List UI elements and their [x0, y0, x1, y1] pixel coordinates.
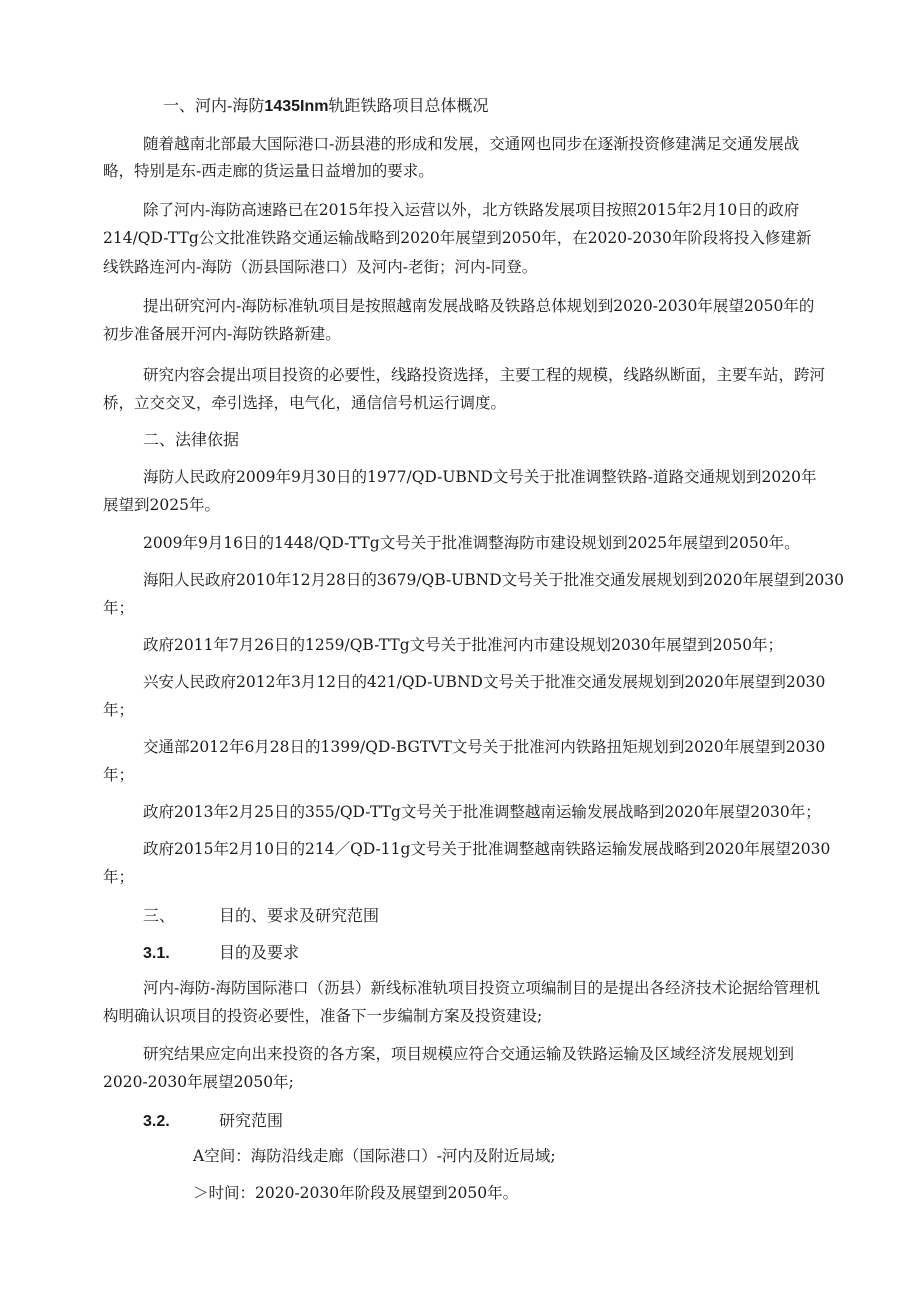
section1-heading-bold: 1435Inm [264, 98, 329, 115]
section31-number: 3.1. [143, 945, 170, 962]
section3-heading [143, 905, 379, 927]
section1-p3-line1: 提出研究河内-海防标准轨项目是按照越南发展战略及铁路总体规划到2020-2030年展望2050年的 [143, 297, 815, 315]
section1-p2-line1: 除了河内-海防高速路已在2015年投入运营以外，北方铁路发展项目按照2015年2月10日的政府 [143, 201, 800, 219]
section31-p1-line1: 河内-海防-海防国际港口（沥县）新线标准轨项目投资立项编制目的是提出各经济技术论据给管理机 [143, 979, 820, 997]
legal-item-3-line2: 年； [103, 599, 135, 617]
section3-heading-text: 目的、要求及研究范围 [219, 906, 380, 925]
legal-item-3-line1: 海阳人民政府2010年12月28日的3679/QB-UBND文号关于批准交通发展规划到2020年展望到2030 [143, 571, 845, 589]
section1-p1-line2: 略，特别是东-西走廊的货运量日益增加的要求。 [103, 162, 434, 180]
section2-heading: 二、法律依据 [143, 430, 240, 449]
section31-heading [143, 942, 299, 965]
legal-item-6-line2: 年； [103, 766, 135, 784]
section1-p1-line1: 随着越南北部最大国际港口-沥县港的形成和发展，交通网也同步在逐渐投资修建满足交通发展战 [143, 135, 800, 153]
legal-item-7-line1: 政府2013年2月25日的355/QD-TTg文号关于批准调整越南运输发展战略到2020年展望2030年； [143, 803, 821, 821]
section31-text: 目的及要求 [219, 943, 300, 962]
section32-number: 3.2. [143, 1113, 170, 1130]
section1-p2-line2: 214/QD-TTg公文批准铁路交通运输战略到2020年展望到2050年，在2020-2030年阶段将投入修建新 [103, 229, 812, 247]
legal-item-1-line1: 海防人民政府2009年9月30日的1977/QD-UBND文号关于批准调整铁路-道路交通规划到2020年 [143, 468, 817, 486]
section3-heading-number: 三、 [143, 906, 176, 925]
legal-item-4-line1: 政府2011年7月26日的1259/QB-TTg文号关于批准河内市建设规划2030年展望到2050年； [143, 636, 784, 654]
section1-heading-suffix: 轨距铁路项目总体概况 [328, 96, 489, 115]
scope-space-item: A空间：海防沿线走廊（国际港口）-河内及附近局域; [193, 1147, 556, 1165]
legal-item-5-line2: 年； [103, 701, 135, 719]
section32-heading [143, 1110, 283, 1133]
legal-item-5-line1: 兴安人民政府2012年3月12日的421/QD-UBND文号关于批准交通发展规划到2020年展望到2030 [143, 673, 826, 691]
section1-p3-line2: 初步准备展开河内-海防铁路新建。 [103, 325, 341, 343]
section1-heading-prefix: 一、河内-海防 [163, 96, 265, 115]
section31-p2-line1: 研究结果应定向出来投资的各方案，项目规模应符合交通运输及铁路运输及区域经济发展规划到 [143, 1045, 795, 1063]
section1-p4-line2: 桥，立交交叉，牵引选择，电气化，通信信号机运行调度。 [103, 394, 507, 412]
section31-p2-line2: 2020-2030年展望2050年; [103, 1073, 294, 1091]
section1-p4-line1: 研究内容会提出项目投资的必要性，线路投资选择，主要工程的规模，线路纵断面，主要车站，跨河 [143, 366, 826, 384]
section32-text: 研究范围 [219, 1111, 284, 1130]
legal-item-2-line1: 2009年9月16日的1448/QD-TTg文号关于批准调整海防市建设规划到2025年展望到2050年。 [143, 534, 800, 552]
section1-heading [163, 95, 488, 118]
legal-item-8-line1: 政府2015年2月10日的214／QD-11g文号关于批准调整越南铁路运输发展战略到2020年展望2030 [143, 840, 831, 858]
scope-time-item: ＞时间：2020-2030年阶段及展望到2050年。 [193, 1184, 519, 1202]
legal-item-1-line2: 展望到2025年。 [103, 496, 220, 514]
legal-item-6-line1: 交通部2012年6月28日的1399/QD-BGTVT文号关于批准河内铁路扭矩规划到2020年展望到2030 [143, 738, 826, 756]
section31-p1-line2: 构明确认识项目的投资必要性，准备下一步编制方案及投资建设; [103, 1007, 543, 1025]
legal-item-8-line2: 年； [103, 868, 135, 886]
section1-p2-line3: 线铁路连河内-海防（沥县国际港口）及河内-老街；河内-同登。 [103, 258, 538, 276]
